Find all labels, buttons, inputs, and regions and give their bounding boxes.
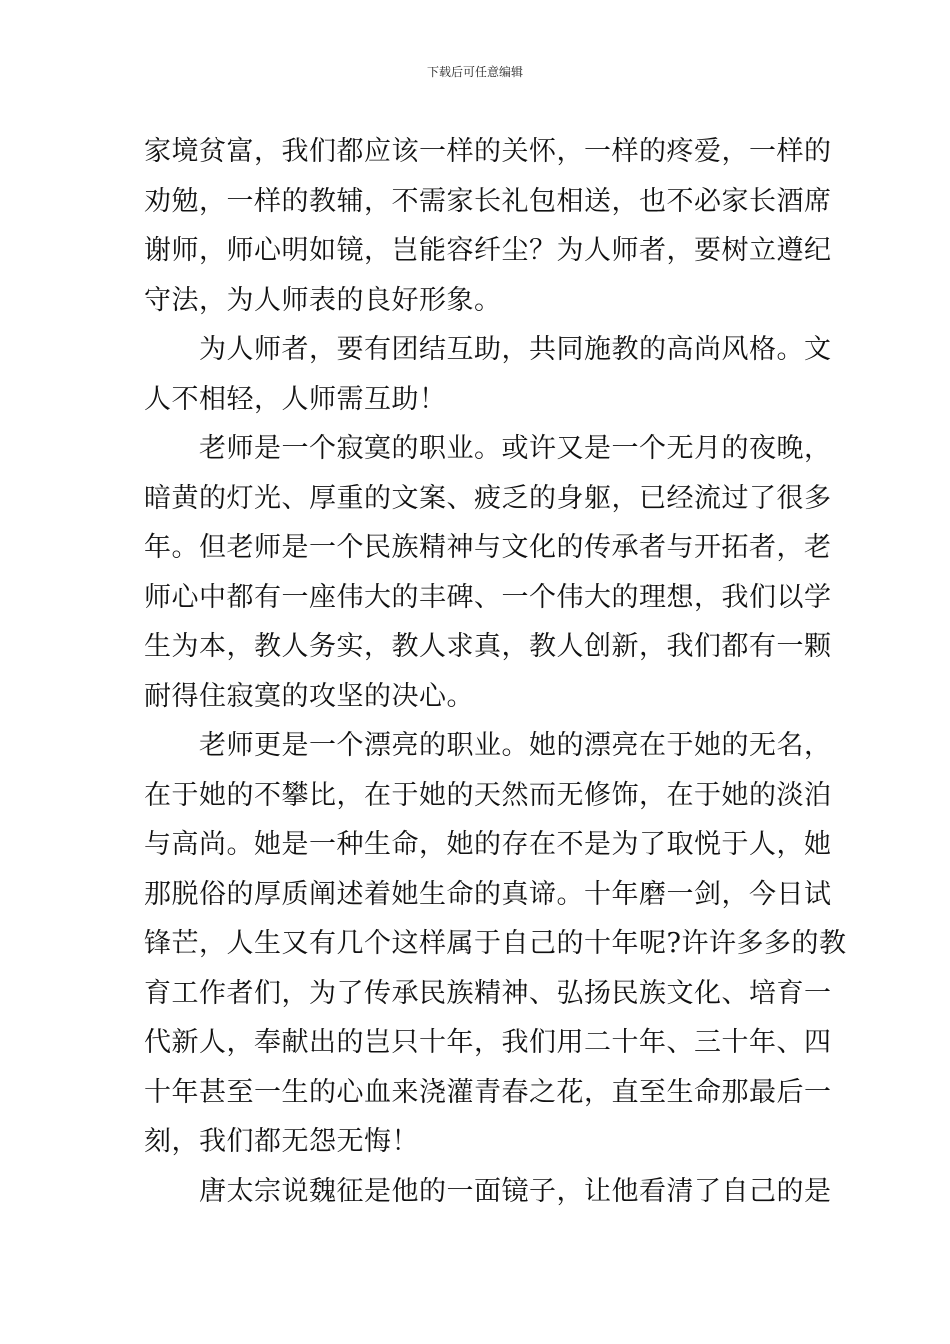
text-line: 育工作者们，为了传承民族精神、弘扬民族文化、培育一 [144,977,832,1009]
text-line: 那脱俗的厚质阐述着她生命的真谛。十年磨一剑，今日试 [144,878,832,910]
document-body [144,127,847,1216]
text-line: 十年甚至一生的心血来浇灌青春之花，直至生命那最后一 [144,1076,832,1108]
paragraph-2 [144,325,832,424]
paragraph-3 [144,424,832,721]
text-line: 生为本，教人务实，教人求真，教人创新，我们都有一颗 [144,631,832,662]
text-line: 与高尚。她是一种生命，她的存在不是为了取悦于人，她 [144,829,832,860]
text-line: 刻，我们都无怨无悔！ [144,1126,419,1157]
header-text: 下载后可任意编辑 [426,65,523,79]
text-line: 劝勉，一样的教辅，不需家长礼包相送，也不必家长酒席 [144,185,832,217]
text-line: 年。但老师是一个民族精神与文化的传承者与开拓者，老 [144,532,832,563]
text-line: 暗黄的灯光、厚重的文案、疲乏的身躯，已经流过了很多 [144,482,832,514]
text-line: 家境贫富，我们都应该一样的关怀，一样的疼爱，一样的 [144,136,832,167]
text-line: 唐太宗说魏征是他的一面镜子，让他看清了自己的是 [144,1175,832,1207]
text-line: 在于她的不攀比，在于她的天然而无修饰，在于她的淡泊 [144,779,832,811]
paragraph-4 [144,721,847,1167]
text-line: 为人师者，要有团结互助，共同施教的高尚风格。文 [144,334,832,365]
text-line: 师心中都有一座伟大的丰碑、一个伟大的理想，我们以学 [144,581,832,613]
paragraph-5 [144,1167,832,1217]
paragraph-1 [144,127,832,325]
text-line: 人不相轻，人师需互助！ [144,383,447,415]
text-line: 代新人，奉献出的岂只十年，我们用二十年、三十年、四 [144,1027,832,1058]
page-header [0,64,950,80]
text-line: 谢师，师心明如镜，岂能容纤尘？为人师者，要树立遵纪 [144,235,832,266]
text-line: 耐得住寂寞的攻坚的决心。 [144,680,474,712]
text-line: 老师更是一个漂亮的职业。她的漂亮在于她的无名， [144,730,832,761]
text-line: 锋芒，人生又有几个这样属于自己的十年呢?许许多多的教 [144,928,847,959]
text-line: 守法，为人师表的良好形象。 [144,284,502,316]
text-line: 老师是一个寂寞的职业。或许又是一个无月的夜晚， [144,433,832,464]
